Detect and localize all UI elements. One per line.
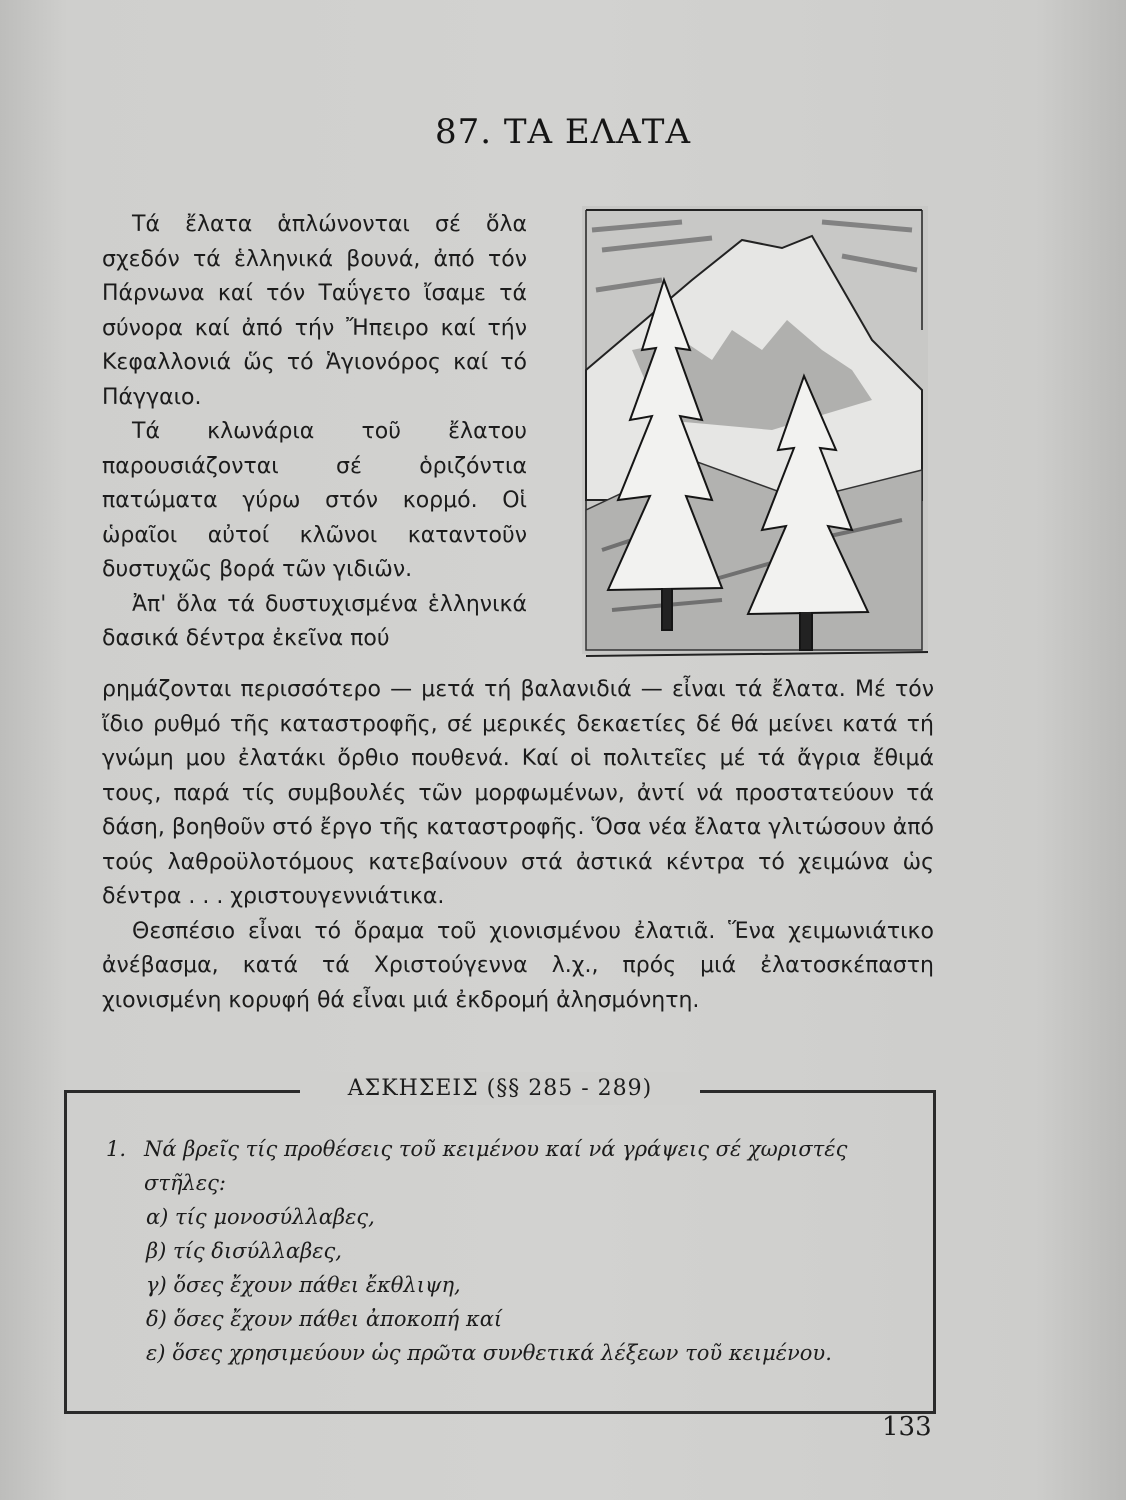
text-column xyxy=(102,208,527,657)
page-number: 133 xyxy=(882,1412,932,1442)
exercise-item: α) τίς μονοσύλλαβες, xyxy=(146,1205,375,1229)
paragraph-3-rest: ρημάζονται περισσότερο — μετά τή βαλανιδιά — εἶναι τά ἔλατα. Μέ τόν ἴδιο ρυθμό τῆς καταστροφῆς, σέ μερικές δεκαετίες δέ θά μείνει κατά τή γνώμη μου ἐλατάκι ὄρθιο πουθενά. Καί οἱ πολιτεῖες μέ τά ἄγρια ἔθιμά τους, παρά τίς συμβουλές τῶν μορφωμένων, ἀντί νά προστατεύουν τά δάση, βοηθοῦν στό ἔργο τῆς καταστροφῆς. Ὅσα νέα ἔλατα γλιτώσουν ἀπό τούς λαθροϋλοτόμους κατεβαίνουν στά ἀστικά κέντρα τό χειμώνα ὡς δέντρα . . . χριστουγεννιάτικα. xyxy=(102,677,934,909)
paragraph-2: Τά κλωνάρια τοῦ ἔλατου παρουσιάζονται σέ ὁριζόντια πατώματα γύρω στόν κορμό. Οἱ ὡραῖοι αὐτοί κλῶνοι καταντοῦν δυστυχῶς βορά τῶν γιδιῶν. xyxy=(102,419,527,582)
paragraph-3-lead: Ἀπ' ὅλα τά δυστυχισμένα ἑλληνικά δασικά δέντρα ἐκεῖνα πού xyxy=(102,591,527,651)
paragraph-1: Τά ἔλατα ἁπλώνονται σέ ὅλα σχεδόν τά ἑλληνικά βουνά, ἀπό τόν Πάρνωνα καί τόν Ταΰγετο ἴσαμε τά σύνορα καί ἀπό τήν Ἤπειρο καί τήν Κεφαλλονιά ὥς τό Ἁγιονόρος καί τό Πάγγαιο. xyxy=(102,212,527,410)
exercise-list xyxy=(106,1132,926,1370)
exercise-item: γ) ὅσες ἔχουν πάθει ἔκθλιψη, xyxy=(146,1273,461,1297)
exercise-item: δ) ὅσες ἔχουν πάθει ἀποκοπή καί xyxy=(146,1307,503,1331)
exercise-item: β) τίς δισύλλαβες, xyxy=(146,1239,342,1263)
exercise-number: 1. xyxy=(106,1137,127,1161)
fir-trees-illustration xyxy=(572,200,938,664)
exercise-lead-text: Νά βρεῖς τίς προθέσεις τοῦ κειμένου καί νά γράψεις σέ χωριστές στῆλες: xyxy=(144,1137,848,1195)
exercise-item: ε) ὅσες χρησιμεύουν ὡς πρῶτα συνθετικά λέξεων τοῦ κειμένου. xyxy=(146,1341,832,1365)
paragraph-4: Θεσπέσιο εἶναι τό ὅραμα τοῦ χιονισμένου ἐλατιᾶ. Ἕνα χειμωνιάτικο ἀνέβασμα, κατά τά Χριστούγεννα λ.χ., πρός μιά ἐλατοσκέπαστη χιονισμένη κορυφή θά εἶναι μιά ἐκδρομή ἀλησμόνητη. xyxy=(102,918,934,1013)
exercise-1 xyxy=(106,1132,926,1200)
exercises-heading: ΑΣΚΗΣΕΙΣ (§§ 285 - 289) xyxy=(300,1072,700,1105)
full-width-text xyxy=(102,673,934,1018)
chapter-title: 87. ΤΑ ΕΛΑΤΑ xyxy=(434,112,692,152)
